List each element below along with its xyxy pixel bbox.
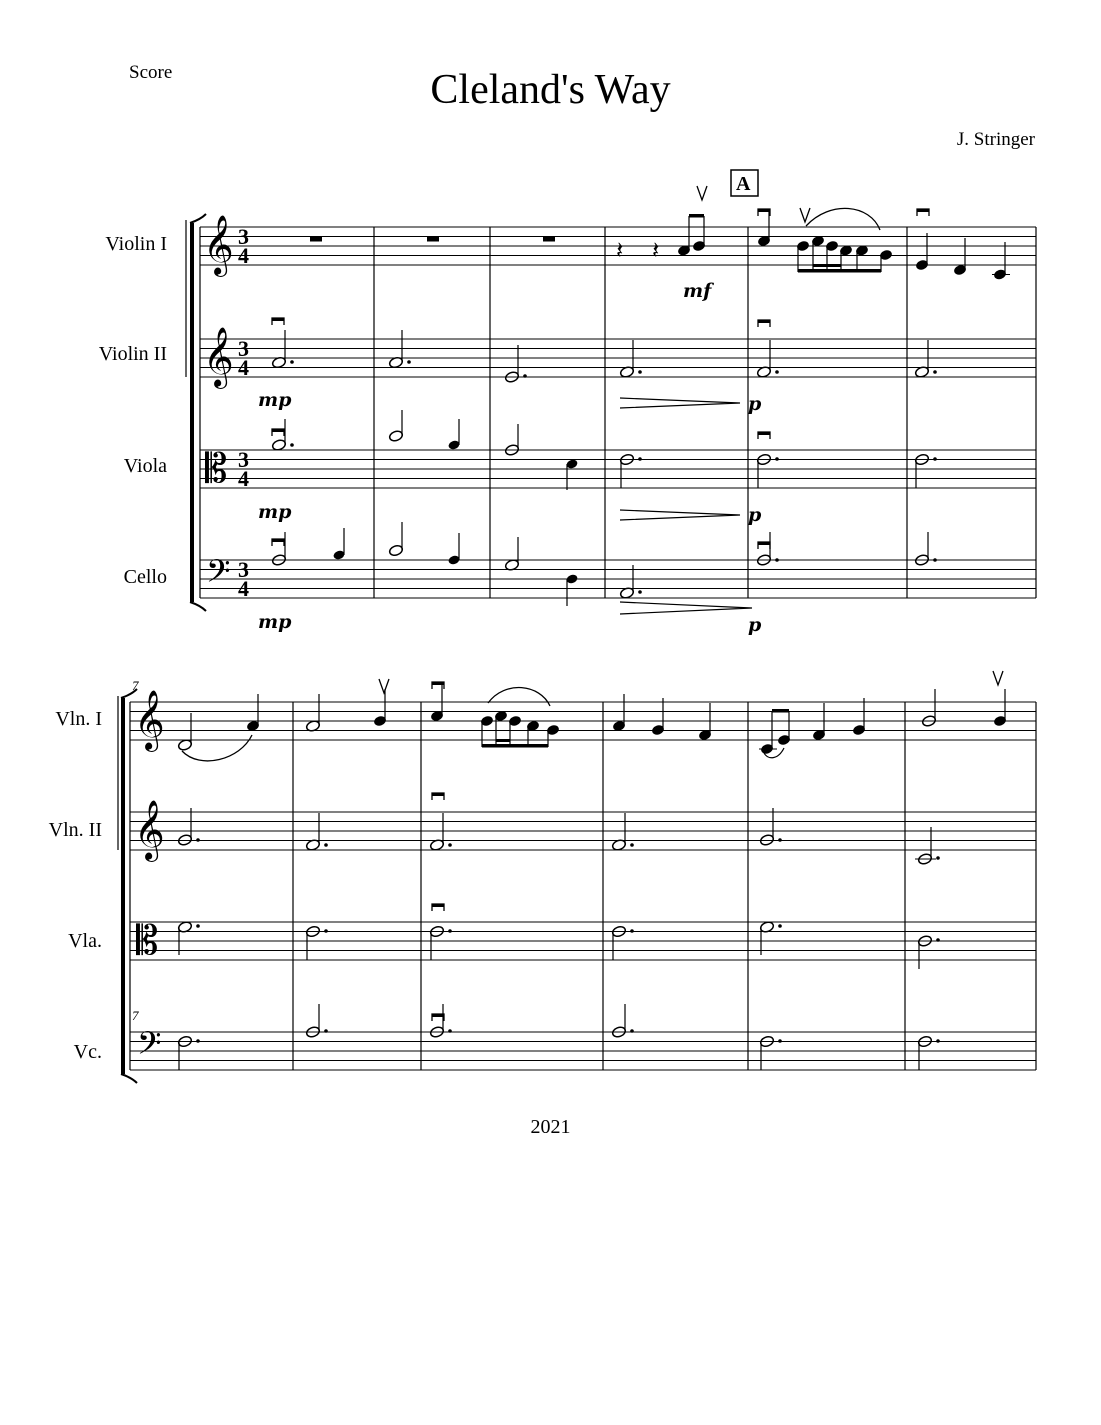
whole-rest: [310, 237, 322, 242]
barlines-system-2: [130, 702, 1036, 1070]
dynamic-mp: mp: [258, 389, 292, 411]
time-sig-numerator: 3: [238, 557, 249, 582]
score-label: Score: [129, 62, 173, 83]
quarter-rest: 𝄽: [616, 236, 624, 264]
bass-clef-icon: 𝄢: [206, 553, 231, 597]
violin-2-notes-system-2: [177, 808, 936, 865]
treble-clef-icon: 𝄞: [134, 800, 165, 860]
dynamic-p: p: [748, 504, 762, 526]
decrescendo-hairpins: [620, 398, 752, 614]
up-bow-icon: [993, 671, 1003, 685]
viola-notes-system-2: [177, 921, 932, 969]
treble-clef-icon: 𝄞: [203, 327, 234, 387]
composer-name: J. Stringer: [956, 129, 1035, 150]
instrument-name-cello: Cello: [123, 566, 167, 588]
staff-lines-system-1: [200, 227, 1036, 598]
treble-clef-icon: 𝄞: [203, 215, 234, 275]
time-sig-numerator: 3: [238, 336, 249, 361]
dynamic-mp: mp: [258, 611, 292, 633]
instrument-name-viola: Viola: [123, 455, 167, 477]
dynamic-p: p: [748, 614, 762, 636]
quarter-rest: 𝄽: [652, 236, 660, 264]
whole-rest: [427, 237, 439, 242]
time-sig-denominator: 4: [238, 243, 249, 268]
bow-markings-system-2: [379, 671, 1003, 1021]
instrument-name-violin-2: Violin II: [98, 343, 167, 365]
whole-rests-violin-1: [310, 237, 555, 242]
violin-1-notes-system-1: [677, 208, 1010, 280]
time-sig-denominator: 4: [238, 355, 249, 380]
footer-year: 2021: [530, 1116, 571, 1138]
time-sig-denominator: 4: [238, 576, 249, 601]
measure-number: 7: [132, 1008, 139, 1023]
viola-notes-system-1: [271, 410, 929, 488]
time-sig-numerator: 3: [238, 224, 249, 249]
up-bow-icon: [379, 679, 389, 693]
dots-violin-2: [290, 360, 937, 378]
piece-title: Cleland's Way: [430, 67, 671, 113]
bass-clef-icon: 𝄢: [137, 1025, 162, 1069]
dynamic-mp: mp: [258, 501, 292, 523]
barlines-system-1: [200, 227, 1036, 598]
measure-number: 7: [132, 678, 139, 693]
staff-lines-system-2: [130, 702, 1036, 1070]
up-bow-icon: [697, 186, 707, 200]
time-signatures: [238, 224, 249, 601]
dynamic-p: p: [748, 393, 762, 415]
cello-notes-system-1: [271, 522, 929, 599]
violin-1-notes-system-2: [177, 689, 936, 761]
instrument-abbr-violin-2: Vln. II: [48, 819, 102, 841]
alto-clef-icon: 𝄡: [136, 918, 159, 964]
whole-rest: [543, 237, 555, 242]
alto-clef-icon: 𝄡: [205, 446, 228, 492]
rehearsal-mark: A: [736, 173, 751, 195]
instrument-abbr-viola: Vla.: [68, 930, 102, 952]
time-sig-denominator: 4: [238, 466, 249, 491]
cello-quarters-system-1: [332, 528, 936, 606]
dots-viola-system-2: [196, 924, 940, 942]
instrument-abbr-cello: Vc.: [73, 1041, 102, 1063]
instrument-name-violin-1: Violin I: [105, 233, 167, 255]
instrument-abbr-violin-1: Vln. I: [55, 708, 102, 730]
treble-clef-icon: 𝄞: [134, 690, 165, 750]
dynamic-mf: mf: [683, 280, 712, 302]
viola-quarters-system-1: [290, 419, 937, 490]
up-bow-icon: [800, 208, 810, 222]
time-sig-numerator: 3: [238, 447, 249, 472]
violin-2-notes-system-1: [271, 330, 929, 383]
